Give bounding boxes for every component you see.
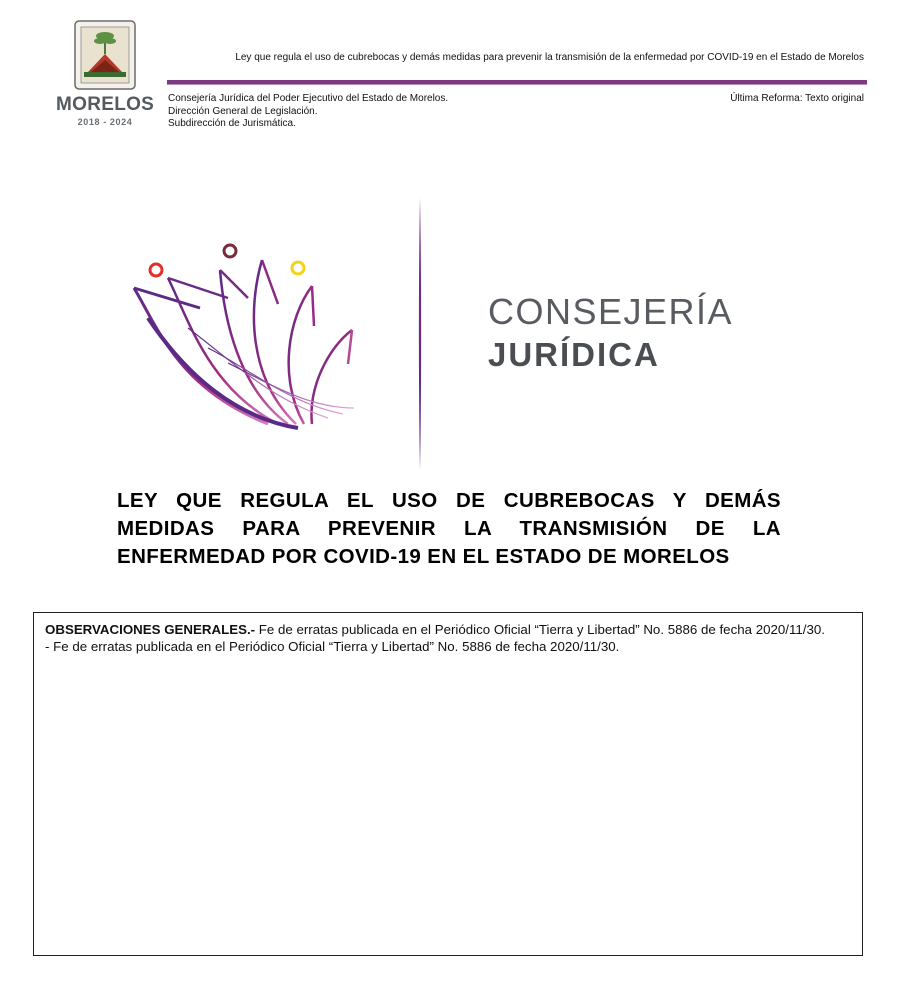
observation-line: - Fe de erratas publicada en el Periódico Oficial “Tierra y Libertad” No. 5886 de fecha 2020/11/30.	[45, 638, 620, 654]
logo-divider	[418, 198, 422, 470]
morelos-seal-icon	[74, 20, 136, 90]
office-lines	[168, 93, 448, 131]
office-line: Consejería Jurídica del Poder Ejecutivo del Estado de Morelos.	[168, 93, 449, 104]
observation-line: Fe de erratas publicada en el Periódico Oficial “Tierra y Libertad” No. 5886 de fecha 2020/11/30.	[255, 622, 825, 637]
law-title: LEY QUE REGULA EL USO DE CUBREBOCAS Y DEMÁS MEDIDAS PARA PREVENIR LA TRANSMISIÓN DE LA ENFERMEDAD POR COVID-19 EN EL ESTADO DE MORELOS	[117, 489, 781, 568]
observations-label: OBSERVACIONES GENERALES.-	[45, 622, 256, 637]
office-line: Subdirección de Jurismática.	[168, 118, 296, 129]
document-running-title: Ley que regula el uso de cubrebocas y demás medidas para prevenir la transmisión de la enfermedad por COVID-19 en el Estado de Morelos	[235, 52, 864, 63]
office-line: Dirección General de Legislación.	[168, 105, 318, 117]
state-period: 2018 - 2024	[77, 117, 133, 127]
logo-wordmark-line1: CONSEJERÍA	[488, 291, 734, 332]
observations-box	[33, 612, 863, 956]
lotus-flower-icon	[128, 238, 368, 434]
header-rule-shadow	[167, 84, 867, 85]
last-reform: Última Reforma: Texto original	[730, 93, 864, 104]
state-name: MORELOS	[56, 94, 155, 115]
logo-wordmark-line2: JURÍDICA	[488, 336, 660, 373]
observations-text	[45, 622, 857, 655]
